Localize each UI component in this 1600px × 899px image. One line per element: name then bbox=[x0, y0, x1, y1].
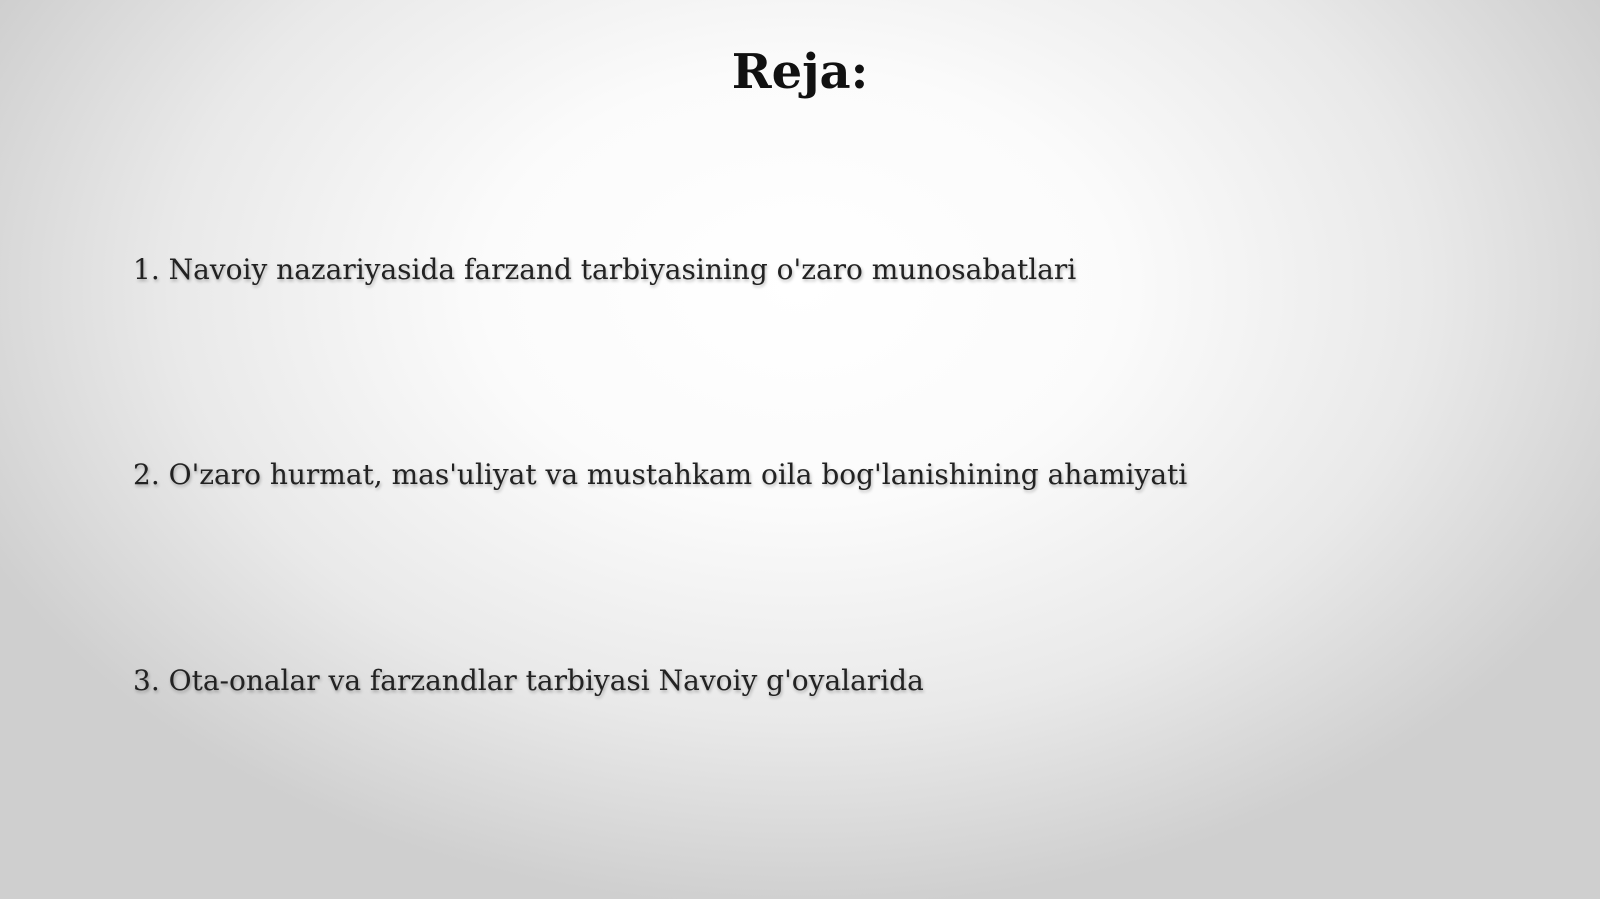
plan-item: 1. Navoiy nazariyasida farzand tarbiyasining o'zaro munosabatlari bbox=[133, 253, 1077, 286]
plan-item: 3. Ota-onalar va farzandlar tarbiyasi Navoiy g'oyalarida bbox=[133, 664, 924, 697]
plan-item: 2. O'zaro hurmat, mas'uliyat va mustahkam oila bog'lanishining ahamiyati bbox=[133, 458, 1188, 491]
slide-title: Reja: bbox=[731, 44, 869, 100]
